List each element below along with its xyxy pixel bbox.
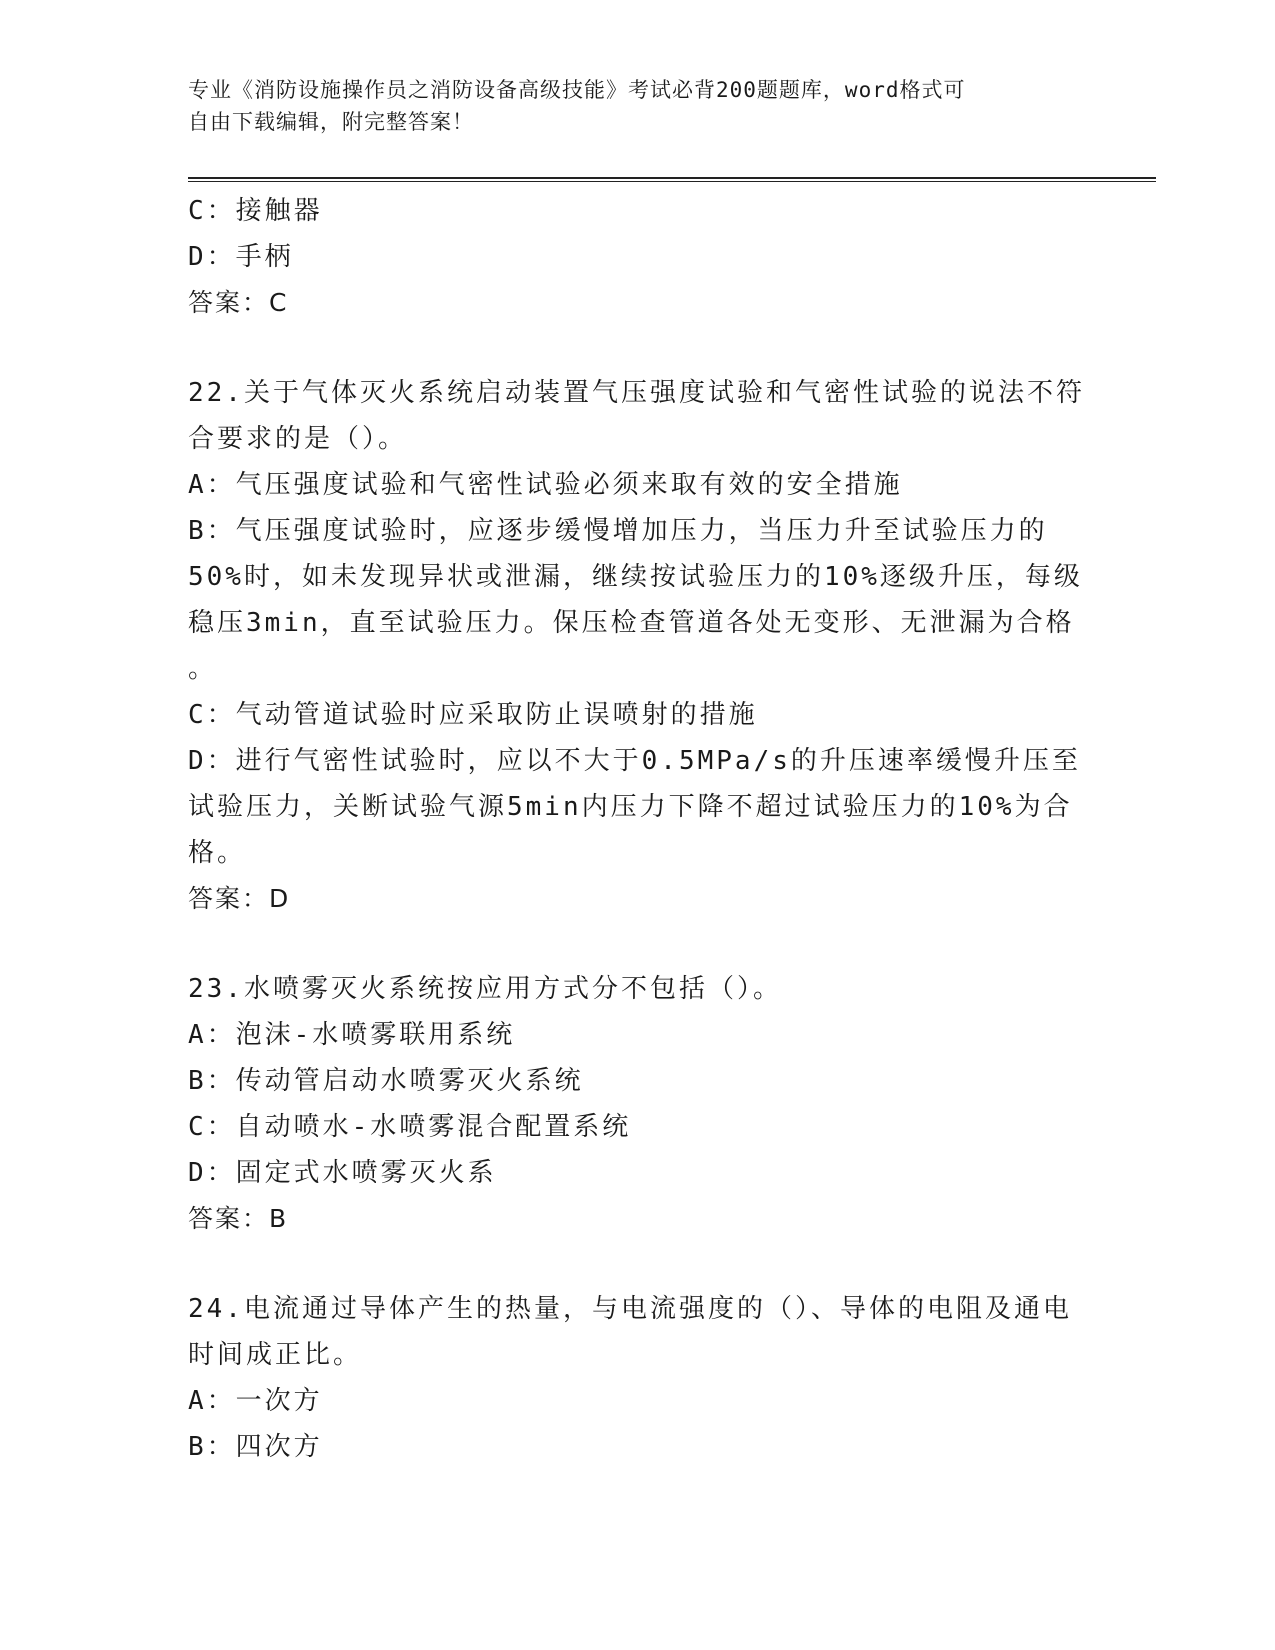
- question-22-option-d-line-2: 试验压力，关断试验气源5min内压力下降不超过试验压力的10%为合: [188, 792, 1073, 822]
- question-23-stem: 23.水喷雾灭火系统按应用方式分不包括（）。: [188, 974, 782, 1004]
- question-24-option-a: A：一次方: [188, 1386, 323, 1416]
- question-24-stem-line-1: 24.电流通过导体产生的热量，与电流强度的（）、导体的电阻及通电: [188, 1294, 1072, 1324]
- question-23-option-d: D：固定式水喷雾灭火系: [188, 1158, 497, 1188]
- question-22-option-b-line-2: 50%时，如未发现异状或泄漏，继续按试验压力的10%逐级升压，每级: [188, 562, 1083, 592]
- question-22-answer: 答案：D: [188, 884, 291, 913]
- document-body: [188, 188, 1085, 1470]
- question-23-option-b: B：传动管启动水喷雾灭火系统: [188, 1066, 584, 1096]
- question-22-option-c: C：气动管道试验时应采取防止误喷射的措施: [188, 700, 758, 730]
- question-21-answer: 答案：C: [188, 288, 289, 317]
- header-line-1: 专业《消防设施操作员之消防设备高级技能》考试必背200题题库，word格式可: [188, 78, 966, 102]
- question-22-stem-line-2: 合要求的是（）。: [188, 424, 408, 454]
- question-22-option-d-line-3: 格。: [188, 838, 247, 868]
- question-23-option-a: A：泡沫-水喷雾联用系统: [188, 1020, 516, 1050]
- question-22-option-a: A：气压强度试验和气密性试验必须来取有效的安全措施: [188, 470, 903, 500]
- question-21-option-d: D：手柄: [188, 242, 294, 272]
- header-divider: [188, 177, 1156, 182]
- header-line-2: 自由下载编辑，附完整答案！: [188, 110, 474, 134]
- question-22-option-d-line-1: D：进行气密性试验时，应以不大于0.5MPa/s的升压速率缓慢升压至: [188, 746, 1081, 776]
- question-24: [188, 1286, 1078, 1470]
- question-22-stem-line-1: 22.关于气体灭火系统启动装置气压强度试验和气密性试验的说法不符: [188, 378, 1085, 408]
- question-24-stem-line-2: 时间成正比。: [188, 1340, 363, 1370]
- page-header: [188, 74, 1068, 138]
- question-22: [188, 370, 1085, 922]
- question-23: [188, 966, 1078, 1242]
- question-22-option-b-line-4: 。: [188, 654, 218, 684]
- spacer: [188, 326, 1078, 370]
- question-22-option-b-line-3: 稳压3min，直至试验压力。保压检查管道各处无变形、无泄漏为合格: [188, 608, 1075, 638]
- question-21-tail: [188, 188, 1078, 326]
- question-23-answer: 答案：B: [188, 1204, 289, 1233]
- question-23-option-c: C：自动喷水-水喷雾混合配置系统: [188, 1112, 632, 1142]
- question-21-option-c: C：接触器: [188, 196, 323, 226]
- question-22-option-b-line-1: B：气压强度试验时，应逐步缓慢增加压力，当压力升至试验压力的: [188, 516, 1048, 546]
- spacer: [188, 1242, 1078, 1286]
- question-24-option-b: B：四次方: [188, 1432, 323, 1462]
- spacer: [188, 922, 1078, 966]
